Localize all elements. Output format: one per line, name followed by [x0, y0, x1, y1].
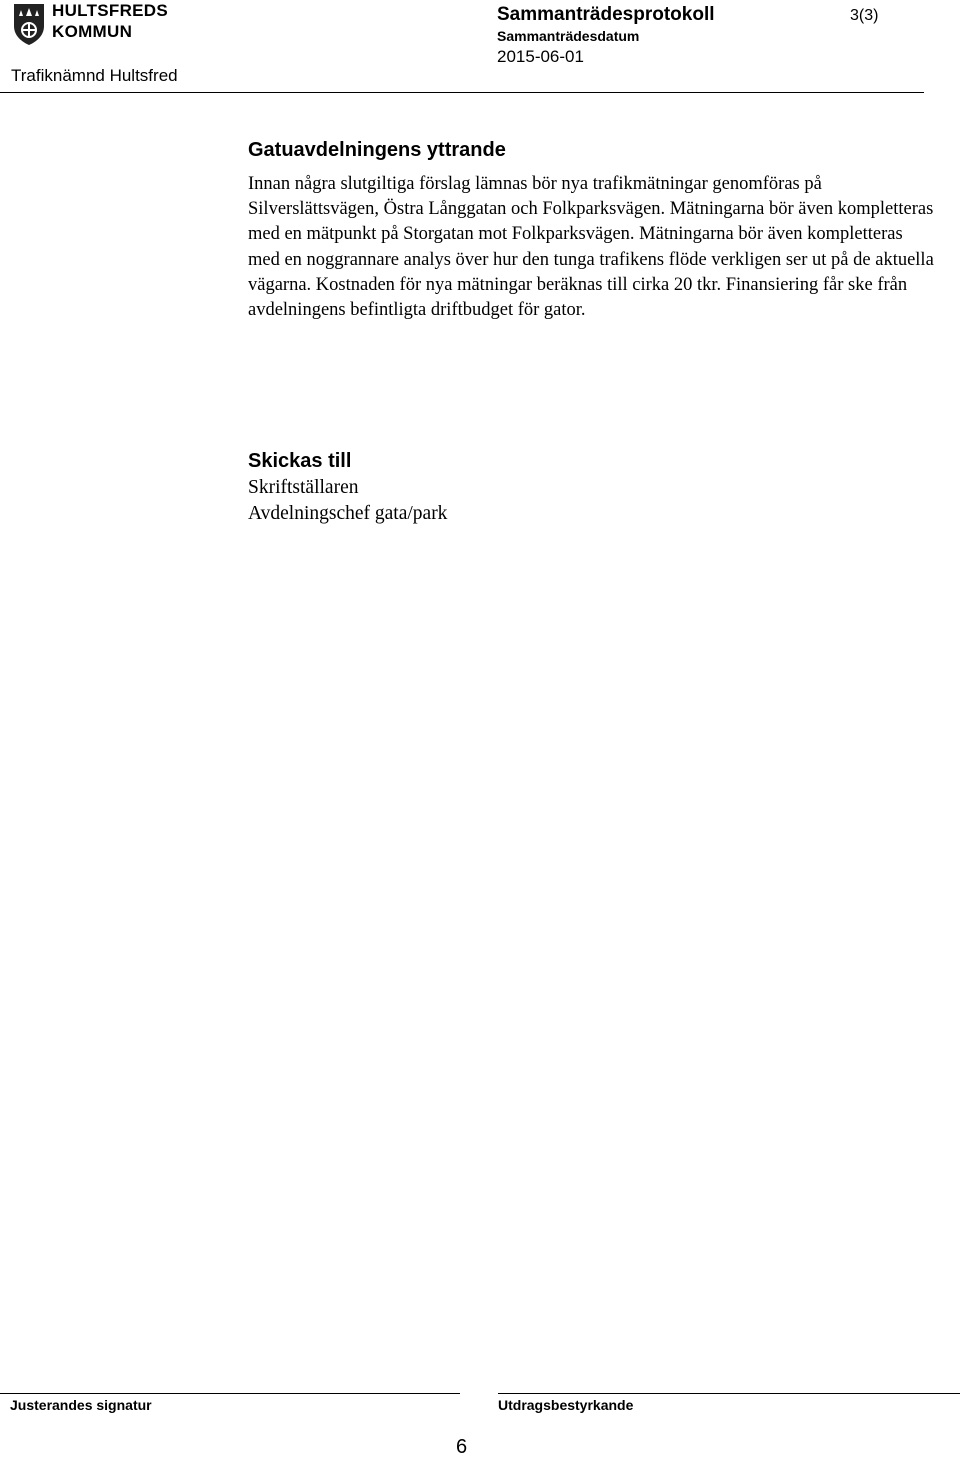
- document-title: Sammanträdesprotokoll: [497, 4, 715, 25]
- section-body-statement: Innan några slutgiltiga förslag lämnas bör nya trafikmätningar genomföras på Silverslättsvägen, Östra Långgatan och Folkparksvägen. Mätningarna bör även kompletteras med en mätpunkt på Storgatan mot Folkparksvägen. Mätningarna bör även kompletteras med en noggrannare analys över hur den tunga trafikens flöde verkligen ser ut på de aktuella vägarna. Kostnaden för nya mätningar beräknas till cirka 20 tkr. Finansiering får ske från avdelningens befintligta driftbudget för gator.: [248, 174, 934, 321]
- organization-logo: [12, 2, 182, 46]
- excerpt-label: Utdragsbestyrkande: [498, 1397, 634, 1413]
- coat-of-arms-icon: [12, 2, 46, 46]
- recipient-list: [248, 475, 447, 526]
- signature-label: Justerandes signatur: [10, 1397, 152, 1413]
- organization-name-line1: HULTSFREDS: [52, 1, 169, 20]
- section-heading-statement: Gatuavdelningens yttrande: [248, 139, 506, 161]
- meeting-date-value: 2015-06-01: [497, 47, 584, 66]
- signature-line: [0, 1393, 460, 1394]
- excerpt-line: [498, 1393, 960, 1394]
- section-heading-distribution: Skickas till: [248, 450, 352, 472]
- organization-name-line2: KOMMUN: [52, 22, 133, 41]
- recipient-item: Skriftställaren: [248, 477, 359, 498]
- recipient-item: Avdelningschef gata/park: [248, 502, 448, 524]
- header-divider: [0, 92, 924, 93]
- committee-name: Trafiknämnd Hultsfred: [11, 66, 178, 85]
- meeting-date-label: Sammanträdesdatum: [497, 28, 640, 44]
- footer-page-number: 6: [456, 1436, 468, 1458]
- page-indicator: 3(3): [850, 7, 879, 24]
